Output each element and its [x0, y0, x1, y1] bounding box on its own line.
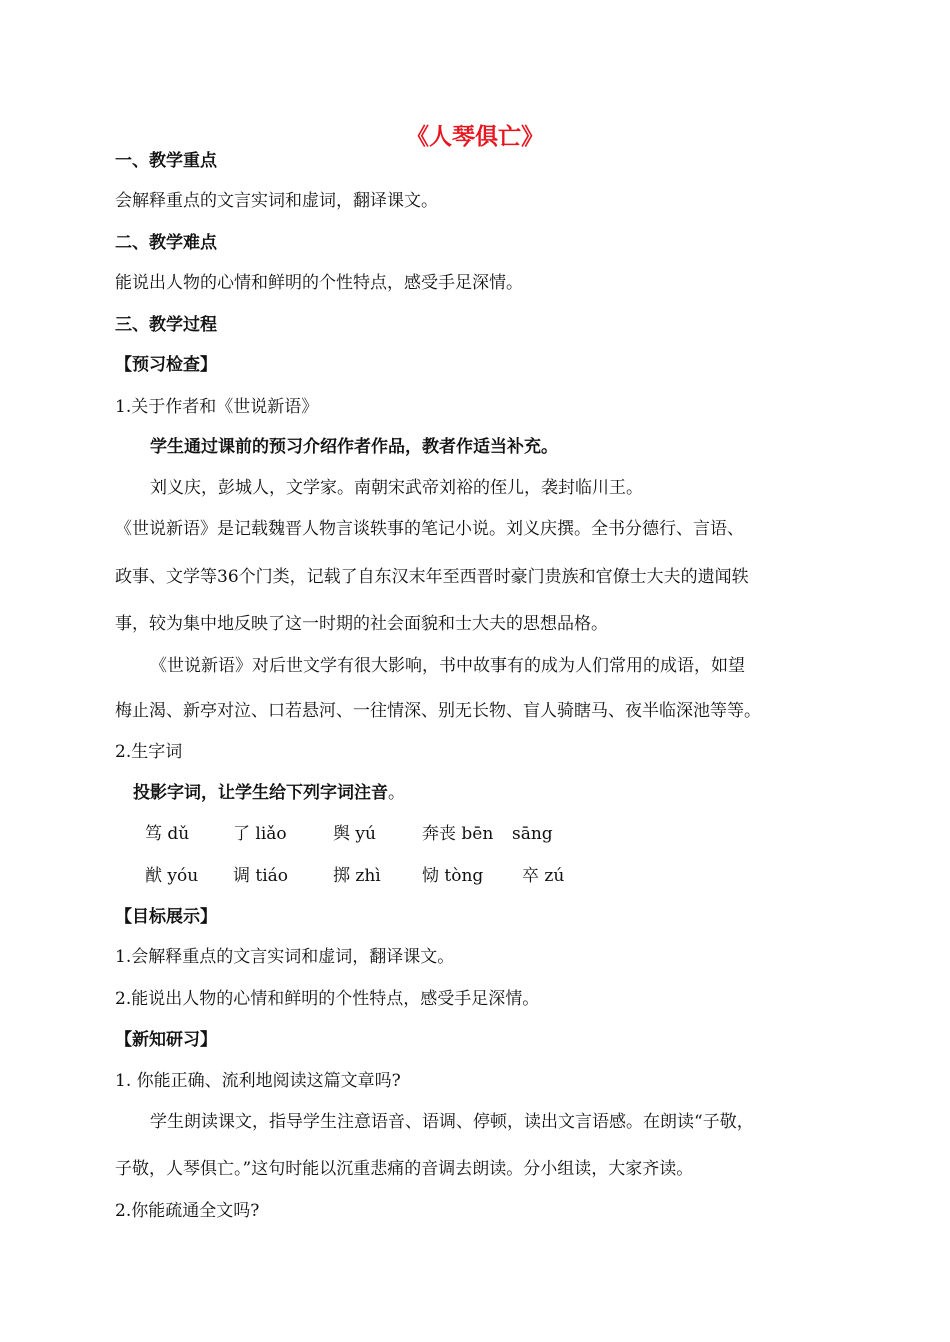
reading-guidance-line-1: 学生朗读课文，指导学生注意语音、语调、停顿，读出文言语感。在朗读“子敬， [150, 1112, 754, 1132]
vocab-item: 调 tiáo [233, 866, 289, 886]
vocab-item: 笃 dǔ [145, 824, 190, 844]
vocab-item: 猷 yóu [145, 866, 199, 886]
difficulty-heading: 二、教学难点 [115, 233, 217, 253]
author-intro: 刘义庆，彭城人，文学家。南朝宋武帝刘裕的侄儿，袭封临川王。 [150, 478, 643, 498]
goal-1: 1.会解释重点的文言实词和虚词，翻译课文。 [115, 947, 455, 967]
vocab-item: 掷 zhì [333, 866, 381, 886]
book-intro-line-1: 《世说新语》是记载魏晋人物言谈轶事的笔记小说。刘义庆撰。全书分德行、言语、 [115, 519, 744, 539]
process-heading: 三、教学过程 [115, 315, 217, 335]
preview-item-vocab: 2.生字词 [115, 742, 183, 762]
study-question-2: 2.你能疏通全文吗? [115, 1201, 260, 1221]
goal-2: 2.能说出人物的心情和鲜明的个性特点，感受手足深情。 [115, 989, 540, 1009]
focus-heading: 一、教学重点 [115, 151, 217, 171]
vocab-item: 了 liǎo [233, 824, 287, 844]
study-heading: 【新知研习】 [115, 1030, 217, 1050]
book-intro-line-2: 政事、文学等36个门类，记载了自东汉末年至西晋时豪门贵族和官僚士大夫的遗闻轶 [115, 567, 749, 587]
vocab-instruction [133, 782, 405, 804]
goals-heading: 【目标展示】 [115, 907, 217, 927]
vocab-item: 卒 zú [522, 866, 565, 886]
vocab-instruction-text: 投影字词，让学生给下列字词注音 [133, 783, 388, 803]
influence-line-1: 《世说新语》对后世文学有很大影响，书中故事有的成为人们常用的成语，如望 [150, 656, 745, 676]
vocab-instruction-period: 。 [388, 783, 405, 803]
vocab-item: sāng [512, 824, 553, 844]
preview-item-author-book: 1.关于作者和《世说新语》 [115, 397, 319, 417]
reading-guidance-line-2: 子敬，人琴俱亡。”这句时能以沉重悲痛的音调去朗读。分小组读，大家齐读。 [115, 1159, 694, 1179]
study-question-1: 1. 你能正确、流利地阅读这篇文章吗? [115, 1071, 401, 1091]
vocab-item: 奔丧 bēn [422, 824, 494, 844]
vocab-item: 舆 yú [333, 824, 376, 844]
focus-text: 会解释重点的文言实词和虚词，翻译课文。 [115, 191, 438, 211]
difficulty-text: 能说出人物的心情和鲜明的个性特点，感受手足深情。 [115, 273, 523, 293]
vocab-item: 恸 tòng [422, 866, 484, 886]
preview-heading: 【预习检查】 [115, 355, 217, 375]
influence-line-2: 梅止渴、新亭对泣、口若悬河、一往情深、别无长物、盲人骑瞎马、夜半临深池等等。 [115, 701, 761, 721]
document-title: 《人琴俱亡》 [406, 124, 544, 150]
preview-instruction: 学生通过课前的预习介绍作者作品，教者作适当补充。 [150, 437, 558, 457]
book-intro-line-3: 事，较为集中地反映了这一时期的社会面貌和士大夫的思想品格。 [115, 614, 608, 634]
